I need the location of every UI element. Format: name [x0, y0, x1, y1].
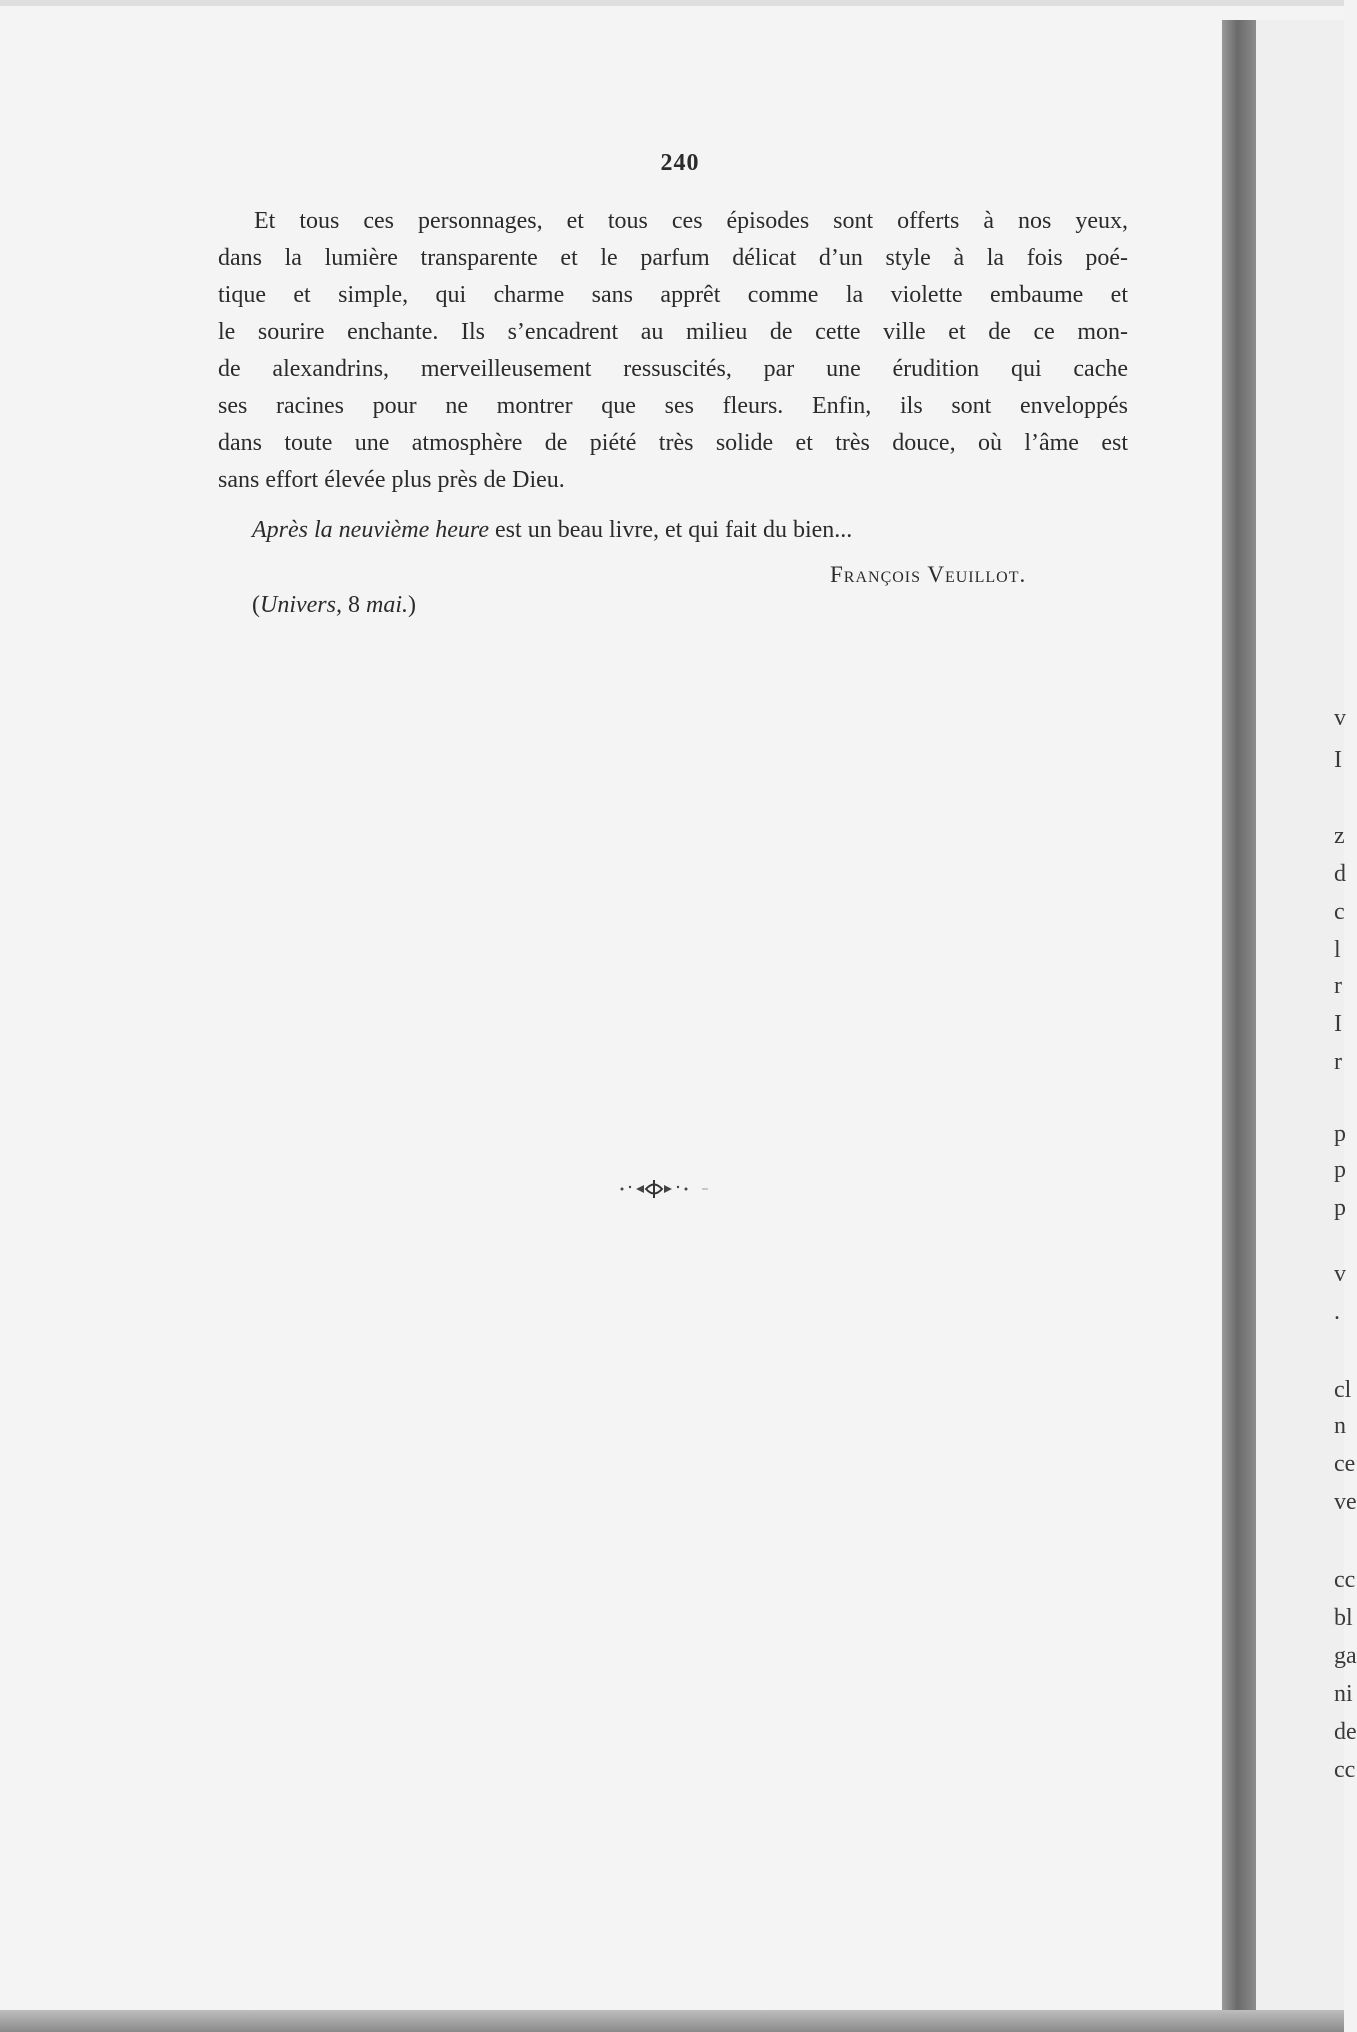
paragraph-line: de alexandrins, merveilleusement ressuscités, par une érudition qui cache: [218, 356, 1128, 382]
book-gutter-shadow: [1222, 20, 1256, 2010]
paragraph-line: dans toute une atmosphère de piété très solide et très douce, où l’âme est: [218, 430, 1128, 456]
date-number: 8: [341, 592, 366, 618]
paragraph-line: tique et simple, qui charme sans apprêt comme la violette embaume et: [218, 282, 1128, 308]
facing-page-letter: r: [1334, 973, 1342, 999]
paragraph-line: dans la lumière transparente et le parfum délicat d’un style à la fois poé-: [218, 245, 1128, 271]
paragraph-line: le sourire enchante. Ils s’encadrent au milieu de cette ville et de ce mon-: [218, 319, 1128, 345]
facing-page-letter: I: [1334, 747, 1342, 773]
facing-page-letter: p: [1334, 1157, 1346, 1183]
paragraph-line: ses racines pour ne montrer que ses fleurs. Enfin, ils sont enveloppés: [218, 393, 1128, 419]
author-signature: François Veuillot.: [830, 562, 1027, 587]
paragraph-line: Et tous ces personnages, et tous ces épisodes sont offerts à nos yeux,: [254, 208, 1128, 234]
facing-page-letter: ve: [1334, 1489, 1357, 1515]
facing-page-letter: cl: [1334, 1377, 1352, 1403]
facing-page-letter: cc: [1334, 1567, 1356, 1593]
facing-page-letter: v: [1334, 1261, 1346, 1287]
page-bottom-edge: [0, 2010, 1344, 2032]
main-paragraph: [218, 203, 1128, 499]
paren-close: ): [407, 592, 416, 618]
facing-page-letter: l: [1334, 937, 1341, 963]
facing-page-letter: p: [1334, 1121, 1346, 1147]
source-citation: [252, 592, 416, 619]
facing-page-letter: ni: [1334, 1681, 1353, 1707]
facing-page-letter: .: [1334, 1299, 1340, 1325]
month-name: mai.: [365, 592, 408, 618]
page-number: 240: [660, 150, 700, 176]
facing-page-letter: bl: [1334, 1605, 1353, 1631]
book-title: Après la neuvième heure: [252, 517, 490, 543]
facing-page-letter: v: [1334, 705, 1346, 731]
facing-page-letter: z: [1334, 823, 1345, 849]
closing-text: est un beau livre, et qui fait du bien...: [489, 517, 853, 543]
fleuron-ornament-icon: [614, 1176, 714, 1202]
facing-page-letter: n: [1334, 1413, 1346, 1439]
closing-sentence: [252, 512, 852, 549]
facing-page-letter: ga: [1334, 1643, 1357, 1669]
facing-page-letter: r: [1334, 1049, 1342, 1075]
facing-page-edge: [1256, 20, 1344, 2010]
paragraph-line: sans effort élevée plus près de Dieu.: [218, 467, 565, 493]
facing-page-letter: de: [1334, 1719, 1357, 1745]
facing-page-letter: p: [1334, 1195, 1346, 1221]
facing-page-letter: ce: [1334, 1451, 1356, 1477]
facing-page-letter: c: [1334, 899, 1345, 925]
paren-open: (: [252, 592, 260, 618]
publication-name: Univers,: [260, 592, 342, 618]
facing-page-letter: cc: [1334, 1757, 1356, 1783]
facing-page-letter: d: [1334, 861, 1346, 887]
facing-page-letter: I: [1334, 1011, 1342, 1037]
